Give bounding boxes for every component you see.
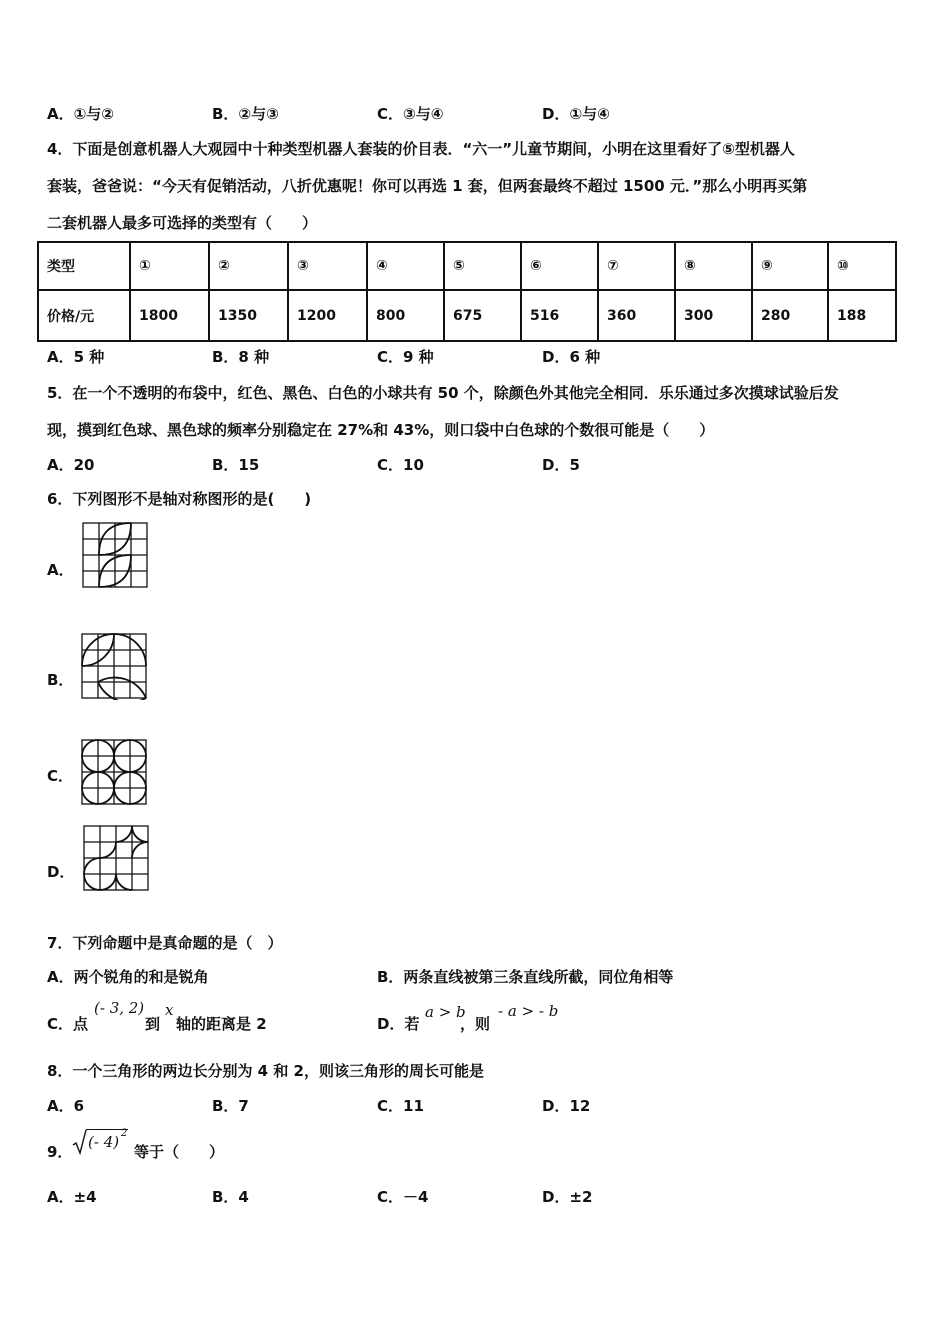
q5-option-c: C．10 [377,456,424,474]
q3-option-c: C．③与④ [377,105,444,123]
price-cell: 1350 [209,290,288,341]
price-cell: 300 [675,290,752,341]
q7-option-c-label: C．点 [47,1015,89,1033]
q7-option-b: B．两条直线被第三条直线所截，同位角相等 [377,968,674,986]
q7-option-c-text: 轴的距离是 2 [176,1015,267,1033]
q8-stem: 8．一个三角形的两边长分别为 4 和 2，则该三角形的周长可能是 [47,1062,484,1080]
q7-option-d-label: D．若 [377,1015,420,1033]
q6-label-b: B． [47,671,74,689]
q4-option-a: A．5 种 [47,348,105,366]
price-cell: 516 [521,290,598,341]
q4-option-d: D．6 种 [542,348,601,366]
q9-option-c: C．－4 [377,1188,429,1206]
type-cell: ② [209,242,288,290]
q4-option-b: B．8 种 [212,348,270,366]
q8-option-d: D．12 [542,1097,591,1115]
type-cell: ⑦ [598,242,675,290]
type-cell: ⑨ [752,242,828,290]
q7-option-c-to: 到 [145,1015,161,1033]
figure-b [80,632,148,700]
figure-d [82,824,150,892]
q9-option-b: B．4 [212,1188,249,1206]
sqrt-expression [72,1128,132,1156]
type-cell: ③ [288,242,367,290]
type-cell: ⑩ [828,242,896,290]
q5-stem-line1: 5．在一个不透明的布袋中，红色、黑色、白色的小球共有 50 个，除颜色外其他完全相同．乐乐通过多次摸球试验后发 [47,384,839,402]
q7-point-coordinates: (- 3, 2) [94,999,145,1017]
table-row-prices [38,290,896,341]
type-cell: ⑤ [444,242,521,290]
type-cell: ④ [367,242,444,290]
q8-option-b: B．7 [212,1097,249,1115]
table-row-types [38,242,896,290]
table-header-type: 类型 [38,242,130,290]
type-cell: ⑥ [521,242,598,290]
q9-option-a: A．±4 [47,1188,97,1206]
q5-option-d: D．5 [542,456,580,474]
figure-c [80,738,148,806]
q6-label-a: A． [47,561,74,579]
q3-option-b: B．②与③ [212,105,279,123]
q4-stem-line1: 4．下面是创意机器人大观园中十种类型机器人套装的价目表．“六一”儿童节期间，小明在这里看好了⑤型机器人 [47,140,795,158]
q9-number: 9． [47,1143,73,1161]
q4-stem-line2: 套装，爸爸说：“今天有促销活动，八折优惠呢！你可以再选 1 套，但两套最终不超过 1500 元．”那么小明再买第 [47,177,808,195]
price-cell: 1200 [288,290,367,341]
table-header-price: 价格/元 [38,290,130,341]
price-cell: 800 [367,290,444,341]
q4-option-c: C．9 种 [377,348,434,366]
radicand: (- 4) [88,1133,120,1151]
price-cell: 360 [598,290,675,341]
q7-condition: a > b [425,1003,466,1021]
price-cell: 1800 [130,290,209,341]
q5-stem-line2: 现，摸到红色球、黑色球的频率分别稳定在 27%和 43%，则口袋中白色球的个数很可能是（ ） [47,421,715,439]
q9-option-d: D．±2 [542,1188,593,1206]
q6-label-c: C． [47,767,74,785]
q5-option-b: B．15 [212,456,260,474]
q5-option-a: A．20 [47,456,95,474]
q7-conclusion: - a > - b [498,1002,559,1020]
q3-option-a: A．①与② [47,105,115,123]
price-cell: 188 [828,290,896,341]
q7-option-a: A．两个锐角的和是锐角 [47,968,209,986]
price-table [37,241,897,342]
q9-stem: 等于（ ） [134,1143,225,1161]
figure-a [81,521,149,589]
q6-label-d: D． [47,863,75,881]
exponent: 2 [121,1128,128,1139]
q6-stem: 6．下列图形不是轴对称图形的是( ) [47,490,312,508]
q7-option-d-then: ，则 [460,1015,491,1033]
q7-stem: 7．下列命题中是真命题的是（ ） [47,934,283,952]
price-cell: 675 [444,290,521,341]
q7-x-axis-symbol: x [165,1001,174,1019]
radical-sign [72,1128,88,1156]
q8-option-a: A．6 [47,1097,85,1115]
q8-option-c: C．11 [377,1097,424,1115]
q4-stem-line3: 二套机器人最多可选择的类型有（ ） [47,214,318,232]
type-cell: ⑧ [675,242,752,290]
q3-option-d: D．①与④ [542,105,610,123]
type-cell: ① [130,242,209,290]
price-cell: 280 [752,290,828,341]
